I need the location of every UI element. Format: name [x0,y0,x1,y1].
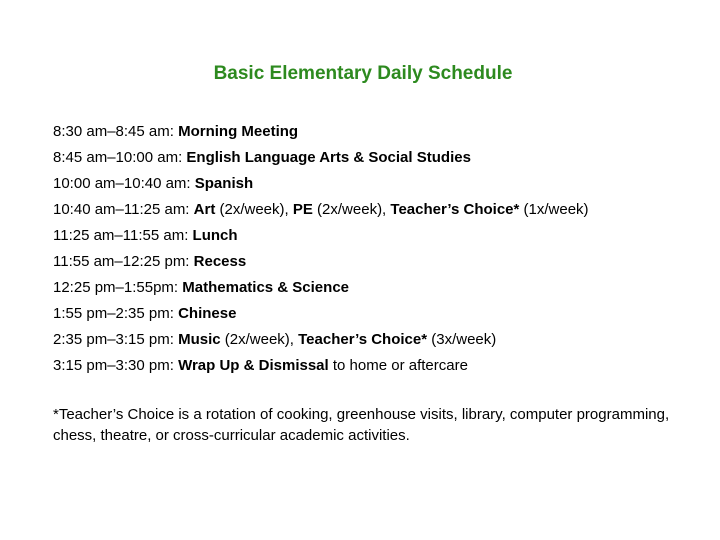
schedule-activity: Mathematics & Science [182,279,350,296]
schedule-text: 1:55 pm–2:35 pm: [53,305,179,322]
schedule-text: to home or aftercare [328,357,468,374]
schedule-activity: Teacher’s Choice* [298,331,428,348]
schedule-text: 10:40 am–11:25 am: [53,201,194,218]
schedule-text: 3:15 pm–3:30 pm: [53,357,179,374]
schedule-activity: PE [292,201,313,218]
schedule-row [53,301,713,327]
schedule-row [53,171,713,197]
schedule-text: (1x/week) [519,201,589,218]
schedule-activity: Music [178,331,221,348]
schedule-activity: Spanish [194,175,254,192]
schedule-activity: Wrap Up & Dismissal [178,357,329,374]
schedule-text: (2x/week), [215,201,293,218]
schedule-row [53,275,713,301]
page-title: Basic Elementary Daily Schedule [213,63,513,84]
schedule-text: 11:25 am–11:55 am: [53,227,193,244]
schedule-row [53,145,713,171]
schedule-row [53,249,713,275]
schedule-list [53,119,713,379]
schedule-text: 12:25 pm–1:55pm: [53,279,183,296]
schedule-text: (2x/week), [312,201,391,218]
schedule-text: 11:55 am–12:25 pm: [53,253,194,270]
schedule-activity: English Language Arts & Social Studies [186,149,471,166]
schedule-activity: Teacher’s Choice* [390,201,520,218]
footnote: *Teacher’s Choice is a rotation of cooking, greenhouse visits, library, computer programming, chess, theatre, or cross-curricular academic activities. [53,406,670,444]
schedule-text: 2:35 pm–3:15 pm: [53,331,179,348]
schedule-row [53,223,713,249]
schedule-row [53,197,713,223]
schedule-text: (3x/week) [427,331,497,348]
schedule-text: (2x/week), [220,331,299,348]
schedule-activity: Chinese [178,305,237,322]
schedule-activity: Lunch [192,227,238,244]
schedule-text: 8:45 am–10:00 am: [53,149,187,166]
schedule-activity: Morning Meeting [178,123,299,140]
schedule-row [53,353,713,379]
schedule-text: 10:00 am–10:40 am: [53,175,195,192]
schedule-activity: Art [193,201,216,218]
schedule-row [53,327,713,353]
schedule-text: 8:30 am–8:45 am: [53,123,179,140]
schedule-activity: Recess [193,253,247,270]
schedule-row [53,119,713,145]
